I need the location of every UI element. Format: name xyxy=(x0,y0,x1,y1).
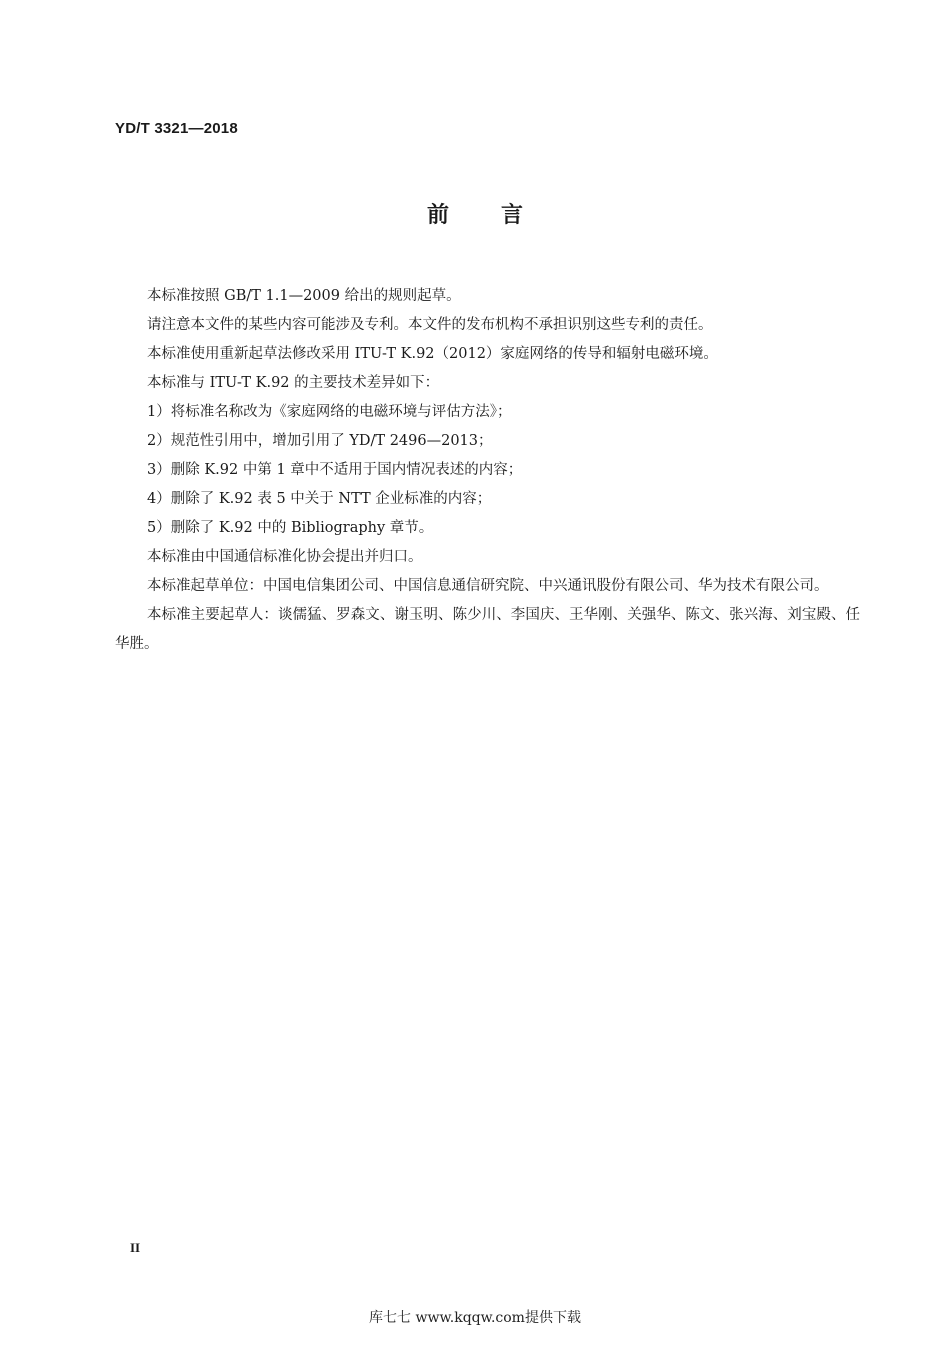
list-item: 3）删除 K.92 中第 1 章中不适用于国内情况表述的内容； xyxy=(147,462,523,478)
paragraph-drafters: 本标准主要起草人：谈儒猛、罗森文、谢玉明、陈少川、李国庆、王华刚、关强华、陈文、张兴海、刘宝殿、任华胜。 xyxy=(115,607,860,652)
page-title-char-2: 言 xyxy=(501,203,524,228)
foreword-body xyxy=(115,282,860,659)
standard-code: YD/T 3321—2018 xyxy=(115,120,238,137)
page-title xyxy=(0,198,950,229)
list-item: 2）规范性引用中，增加引用了 YD/T 2496—2013； xyxy=(147,433,493,449)
paragraph-patent-notice: 请注意本文件的某些内容可能涉及专利。本文件的发布机构不承担识别这些专利的责任。 xyxy=(147,317,713,333)
list-item: 1）将标准名称改为《家庭网络的电磁环境与评估方法》； xyxy=(147,404,512,420)
paragraph-proposer: 本标准由中国通信标准化协会提出并归口。 xyxy=(147,549,423,565)
page-number: II xyxy=(130,1240,141,1255)
list-item: 5）删除了 K.92 中的 Bibliography 章节。 xyxy=(147,520,434,536)
list-item: 4）删除了 K.92 表 5 中关于 NTT 企业标准的内容； xyxy=(147,491,492,507)
paragraph-adoption: 本标准使用重新起草法修改采用 ITU-T K.92（2012）家庭网络的传导和辐射电磁环境。 xyxy=(147,346,718,362)
paragraph-drafting-rules: 本标准按照 GB/T 1.1—2009 给出的规则起草。 xyxy=(147,288,461,304)
download-footer: 库七七 www.kqqw.com提供下载 xyxy=(369,1310,581,1326)
page-title-char-1: 前 xyxy=(426,203,449,228)
paragraph-differences-intro: 本标准与 ITU-T K.92 的主要技术差异如下： xyxy=(147,375,440,391)
paragraph-drafting-units: 本标准起草单位：中国电信集团公司、中国信息通信研究院、中兴通讯股份有限公司、华为技术有限公司。 xyxy=(147,578,829,594)
